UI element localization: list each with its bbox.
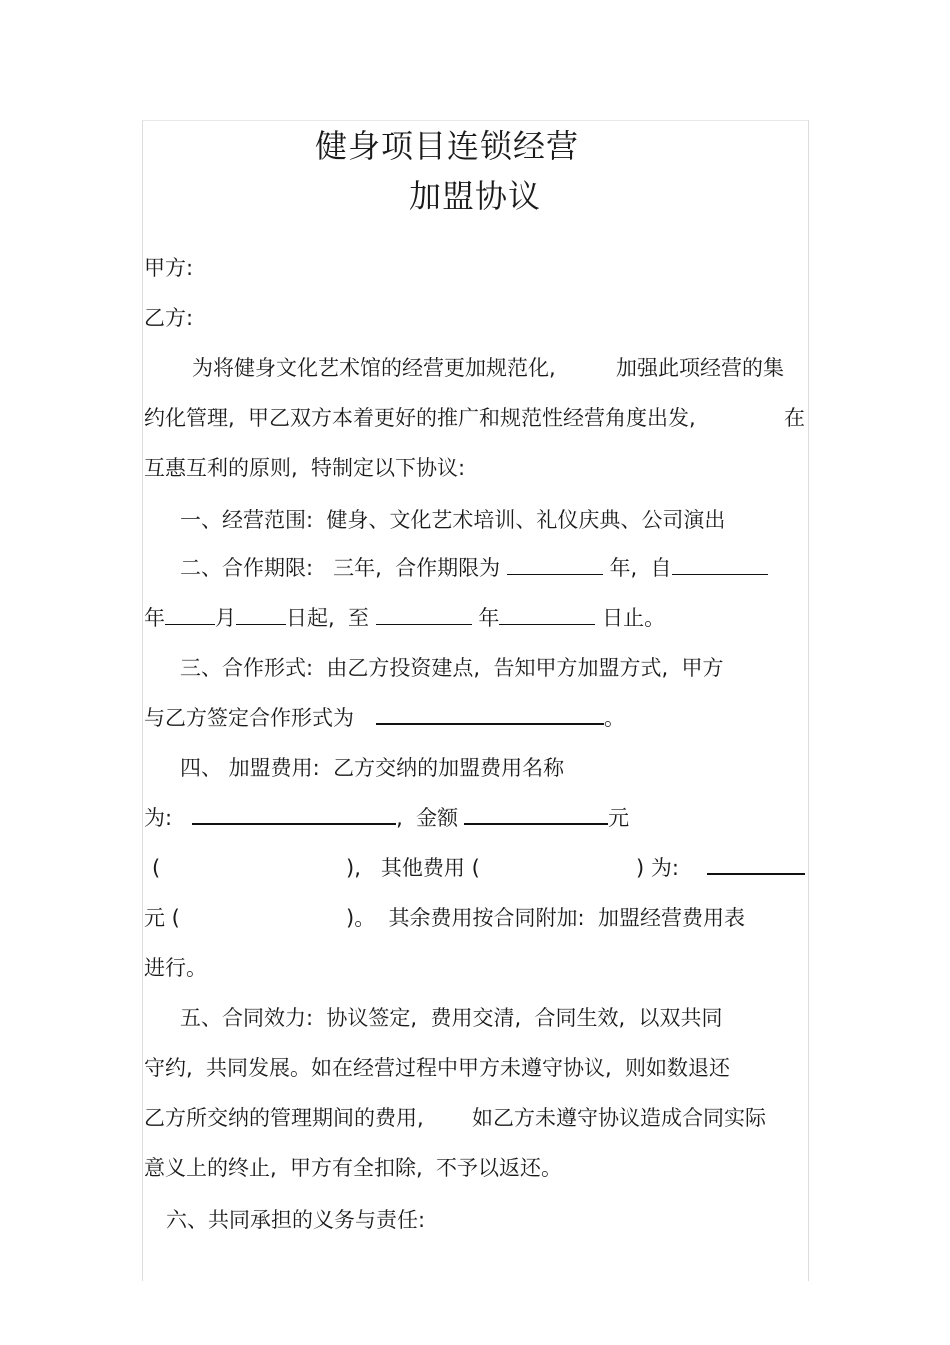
clause-4-line3b: ), 其他费用 ( [346,856,480,880]
preamble-line1a: 为将健身文化艺术馆的经营更加规范化, [192,356,556,380]
blank-years[interactable] [507,554,603,575]
preamble-line2b: 在 [784,406,805,430]
clause-4-line4a: 元 ( [144,906,180,930]
blank-end-month[interactable] [499,604,595,625]
clause-2-line1: 二、合作期限: 三年, 合作期限为 年, 自 [180,553,768,583]
clause-4-line5: 进行。 [144,956,207,980]
blank-start-month[interactable] [165,604,215,625]
blank-start-year[interactable] [672,554,768,575]
clause-4-line3c: ) 为: [636,856,679,880]
clause-5-line1: 五、合同效力: 协议签定, 费用交清, 合同生效, 以双共同 [180,1006,723,1030]
clause-6: 六、共同承担的义务与责任: [166,1208,426,1232]
blank-start-day[interactable] [236,604,286,625]
preamble-line2a: 约化管理, 甲乙双方本着更好的推广和规范性经营角度出发, [144,406,696,430]
clause-3-line2: 与乙方签定合作形式为 。 [144,703,625,733]
clause-4-line4b: )。 其余费用按合同附加: 加盟经营费用表 [346,906,745,930]
clause-4-line2: 为: , 金额 元 [144,803,629,833]
party-b-label: 乙方: [144,306,194,330]
blank-fee-amount[interactable] [464,803,608,825]
clause-5-line2: 守约, 共同发展。如在经营过程中甲方未遵守协议, 则如数退还 [144,1056,731,1080]
preamble-line1b: 加强此项经营的集 [616,356,784,380]
document-subtitle: 加盟协议 [408,177,541,215]
blank-other-fee[interactable] [707,853,805,875]
clause-2-line2: 年 月 日起, 至 年 日止。 [144,606,666,630]
clause-1: 一、经营范围: 健身、文化艺术培训、礼仪庆典、公司演出 [180,508,726,532]
clause-5-line3a: 乙方所交纳的管理期间的费用, [144,1106,424,1130]
clause-5-line4: 意义上的终止, 甲方有全扣除, 不予以返还。 [144,1156,563,1180]
blank-fee-name[interactable] [192,803,396,825]
document-title: 健身项目连锁经营 [314,127,579,165]
blank-end-year[interactable] [376,604,472,625]
preamble-line3: 互惠互利的原则, 特制定以下协议: [144,456,466,480]
clause-4-line1: 四、 加盟费用: 乙方交纳的加盟费用名称 [180,756,565,780]
clause-4-line3a: ( [152,856,161,880]
clause-5-line3b: 如乙方未遵守协议造成合同实际 [472,1106,766,1130]
blank-cooperation-form[interactable] [376,703,604,725]
party-a-label: 甲方: [144,256,194,280]
clause-4-line3-blank [707,853,805,883]
clause-3-line1: 三、合作形式: 由乙方投资建点, 告知甲方加盟方式, 甲方 [180,656,724,680]
